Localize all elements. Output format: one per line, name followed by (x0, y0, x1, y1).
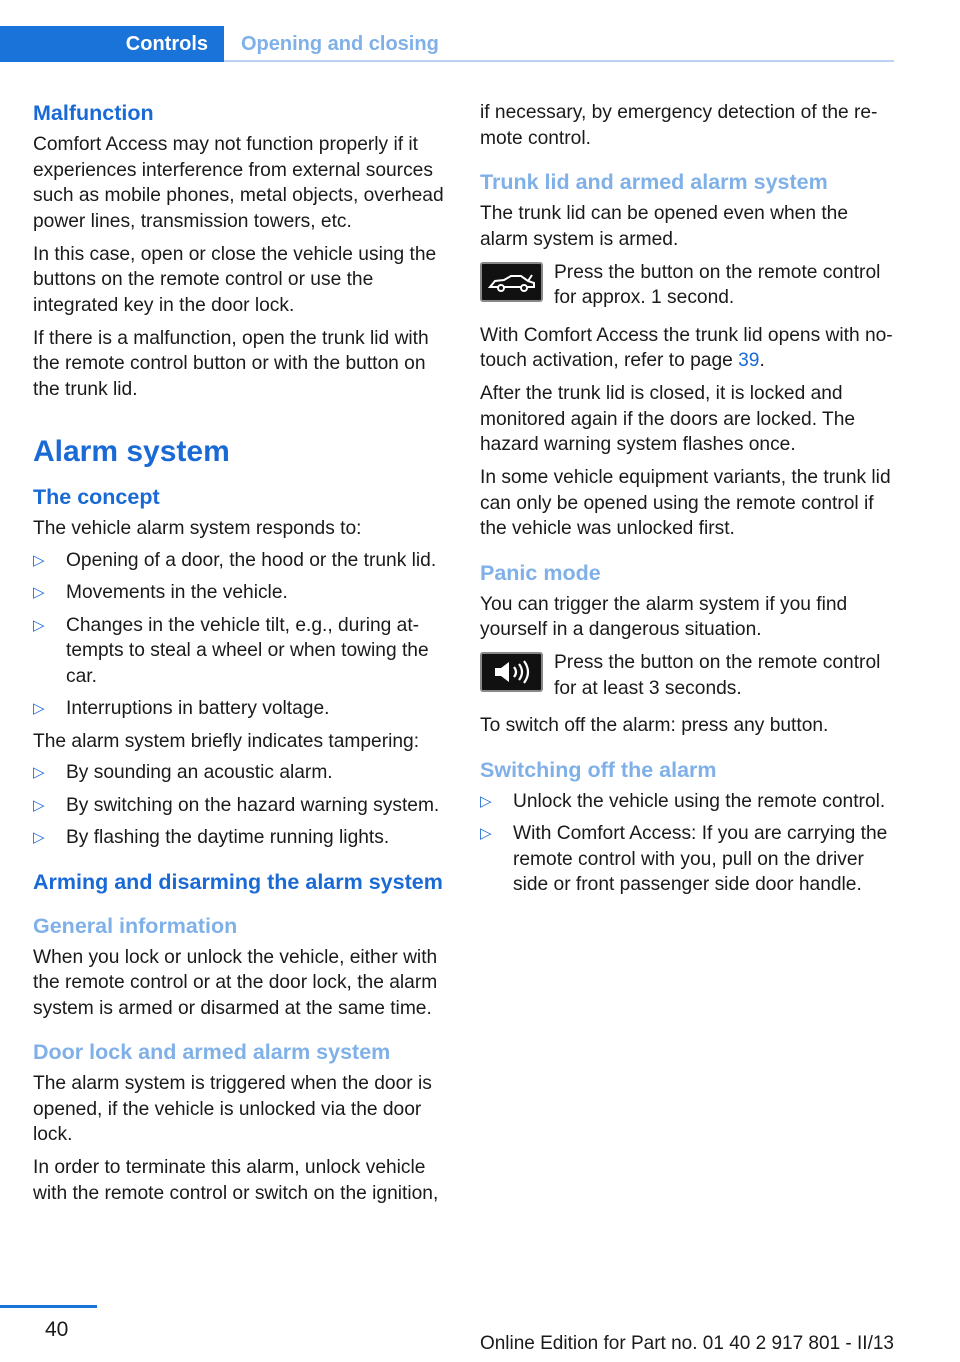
page-number: 40 (45, 1318, 69, 1341)
trunk-paragraph-3: After the trunk lid is closed, it is locked and monitored again if the doors are locked. The hazard warning system flashes once. (480, 383, 856, 455)
malfunction-heading: Malfunction (33, 101, 154, 125)
general-information-heading: General information (33, 913, 238, 938)
page-header (0, 0, 960, 62)
list-item: ▷ By flashing the daytime running lights. (33, 825, 450, 851)
switching-off-list (480, 789, 897, 898)
right-column (480, 100, 897, 905)
malfunction-paragraph-2: In this case, open or close the vehicle using the buttons on the remote control or use the integrated key in the door lock. (33, 243, 437, 316)
panic-instruction-text: Press the button on the remote control for at least 3 seconds. (554, 652, 881, 699)
triangle-bullet-icon: ▷ (33, 796, 45, 814)
tamper-list (33, 760, 450, 851)
trunk-instruction (480, 260, 897, 311)
panic-paragraph-2: To switch off the alarm: press any button. (480, 715, 829, 736)
malfunction-paragraph-1: Comfort Access may not function properly if it experiences interference from external sources such as mobile phones, metal objects, overhead power lines, transmission towers, etc. (33, 134, 444, 232)
door-lock-heading: Door lock and armed alarm system (33, 1040, 391, 1064)
panic-instruction (480, 650, 897, 701)
trunk-instruction-text: Press the button on the remote control for approx. 1 second. (554, 261, 881, 308)
page-reference-link[interactable]: 39 (738, 350, 760, 371)
triangle-bullet-icon: ▷ (33, 616, 45, 634)
triangle-bullet-icon: ▷ (33, 700, 45, 717)
arming-heading: Arming and disarming the alarm system (33, 869, 443, 894)
trunk-paragraph-2: With Comfort Access the trunk lid opens with no-touch activation, refer to page 39. (480, 324, 893, 371)
trunk-paragraph-1: The trunk lid can be opened even when the alarm system is armed. (480, 203, 849, 250)
speaker-sound-icon (480, 652, 543, 692)
concept-heading: The concept (33, 485, 160, 509)
concept-list (33, 548, 450, 722)
triangle-bullet-icon: ▷ (33, 551, 45, 569)
trunk-car-icon (480, 262, 543, 302)
list-item: ▷ With Comfort Access: If you are carrying the remote control with you, pull on the driver side or front passenger side door handle. (480, 823, 888, 895)
list-item: ▷ Opening of a door, the hood or the trunk lid. (33, 548, 450, 574)
list-item: ▷ Interruptions in battery voltage. (33, 696, 450, 722)
door-lock-paragraph-2: In order to terminate this alarm, unlock vehicle with the remote control or switch on the ignition, (33, 1157, 439, 1204)
panic-mode-heading: Panic mode (480, 560, 601, 585)
chapter-heading-alarm-system: Alarm system (33, 435, 230, 468)
switching-off-heading: Switching off the alarm (480, 757, 717, 782)
left-column (33, 100, 450, 1214)
header-divider (224, 60, 894, 62)
list-item: ▷ By switching on the hazard warning system. (33, 793, 450, 819)
trunk-lid-heading: Trunk lid and armed alarm system (480, 170, 828, 194)
panic-paragraph-1: You can trigger the alarm system if you find yourself in a dangerous situation. (480, 593, 848, 640)
tab-opening-and-closing[interactable]: Opening and closing (241, 32, 439, 55)
malfunction-paragraph-3: If there is a malfunction, open the trunk lid with the remote control button or with the button on the trunk lid. (33, 327, 429, 400)
list-item: ▷ Movements in the vehicle. (33, 580, 450, 606)
list-item: ▷ Unlock the vehicle using the remote control. (480, 789, 897, 815)
triangle-bullet-icon: ▷ (33, 764, 45, 781)
footer-divider (0, 1305, 97, 1308)
trunk-paragraph-4: In some vehicle equipment variants, the trunk lid can only be opened using the remote control if the vehicle was unlocked first. (480, 467, 891, 539)
concept-intro: The vehicle alarm system responds to: (33, 518, 362, 539)
continued-paragraph: if necessary, by emergency detection of the re‐mote control. (480, 102, 878, 149)
tamper-intro: The alarm system briefly indicates tampering: (33, 730, 420, 752)
triangle-bullet-icon: ▷ (480, 825, 492, 842)
tab-controls[interactable]: Controls (0, 26, 224, 62)
edition-text: Online Edition for Part no. 01 40 2 917 801 - II/13 (479, 1333, 894, 1354)
triangle-bullet-icon: ▷ (33, 829, 45, 846)
triangle-bullet-icon: ▷ (480, 792, 492, 810)
triangle-bullet-icon: ▷ (33, 584, 45, 601)
door-lock-paragraph-1: The alarm system is triggered when the door is opened, if the vehicle is unlocked via the door lock. (33, 1073, 432, 1145)
list-item: ▷ Changes in the vehicle tilt, e.g., during at‐tempts to steal a wheel or when towing the car. (33, 614, 429, 687)
general-information-paragraph: When you lock or unlock the vehicle, either with the remote control or at the door lock, the alarm system is armed or disarmed at the same time. (33, 946, 438, 1019)
list-item: ▷ By sounding an acoustic alarm. (33, 760, 450, 786)
